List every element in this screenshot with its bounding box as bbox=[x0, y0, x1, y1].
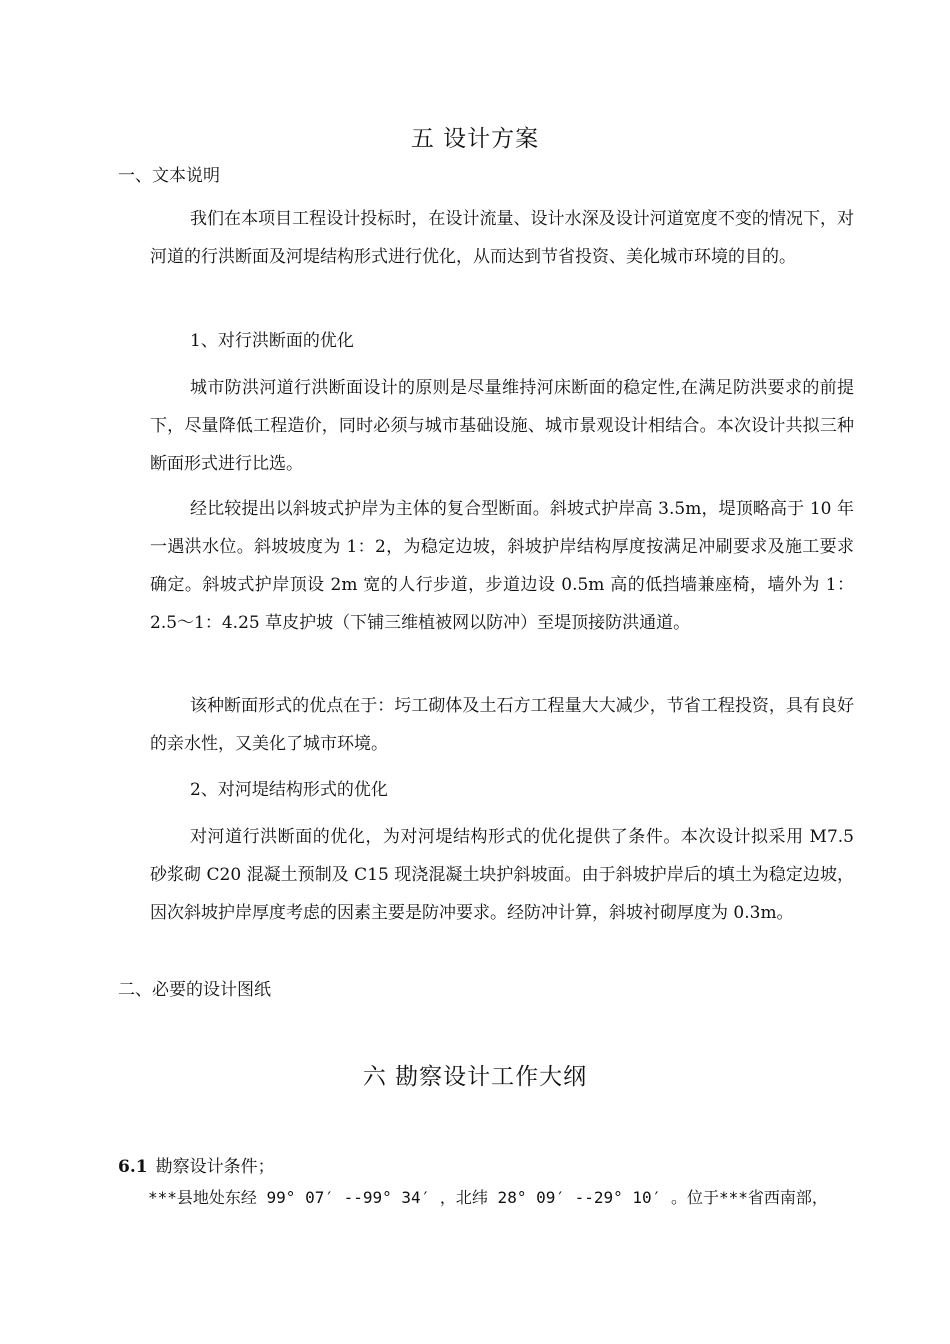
heading-design-drawings: 二、必要的设计图纸 bbox=[118, 980, 271, 1000]
subheading-flood-section: 1、对行洪断面的优化 bbox=[190, 331, 354, 351]
paragraph-levee-optimization: 对河道行洪断面的优化，为对河堤结构形式的优化提供了条件。本次设计拟采用 M7.5 砂浆砌 C20 混凝土预制及 C15 现浇混凝土块护斜坡面。由于斜坡护岸后的填土为稳定边坡，因次斜坡护岸厚度考虑的因素主要是防冲要求。经防冲计算，斜坡衬砌厚度为 0.3m。 bbox=[150, 827, 854, 923]
heading-text-description: 一、文本说明 bbox=[118, 166, 220, 186]
section-five-title: 五 设计方案 bbox=[410, 126, 540, 152]
item-survey-conditions bbox=[118, 1155, 275, 1179]
item-number: 6.1 bbox=[118, 1157, 148, 1177]
location-line: ***县地处东经 99° 07′ --99° 34′ ，北纬 28° 09′ --29° 10′ 。位于***省西南部， bbox=[148, 1188, 828, 1207]
paragraph-composite-section: 经比较提出以斜坡式护岸为主体的复合型断面。斜坡式护岸高 3.5m，堤顶略高于 10 年一遇洪水位。斜坡坡度为 1：2，为稳定边坡，斜坡护岸结构厚度按满足冲刷要求及施工要求确定。斜坡式护岸顶设 2m 宽的人行步道，步道边设 0.5m 高的低挡墙兼座椅，墙外为 1：2.5～1：4.25 草皮护坡（下铺三维植被网以防冲）至堤顶接防洪通道。 bbox=[150, 499, 854, 633]
paragraph-design-principle: 城市防洪河道行洪断面设计的原则是尽量维持河床断面的稳定性,在满足防洪要求的前提下，尽量降低工程造价，同时必须与城市基础设施、城市景观设计相结合。本次设计共拟三种断面形式进行比选。 bbox=[150, 378, 854, 474]
subheading-levee-structure: 2、对河堤结构形式的优化 bbox=[190, 780, 388, 800]
section-six-title: 六 勘察设计工作大纲 bbox=[362, 1064, 588, 1090]
paragraph-advantages: 该种断面形式的优点在于：圬工砌体及土石方工程量大大减少，节省工程投资，具有良好的亲水性，又美化了城市环境。 bbox=[150, 696, 854, 754]
item-label: 勘察设计条件； bbox=[155, 1157, 275, 1177]
intro-paragraph: 我们在本项目工程设计投标时，在设计流量、设计水深及设计河道宽度不变的情况下，对河道的行洪断面及河堤结构形式进行优化，从而达到节省投资、美化城市环境的目的。 bbox=[150, 209, 854, 267]
